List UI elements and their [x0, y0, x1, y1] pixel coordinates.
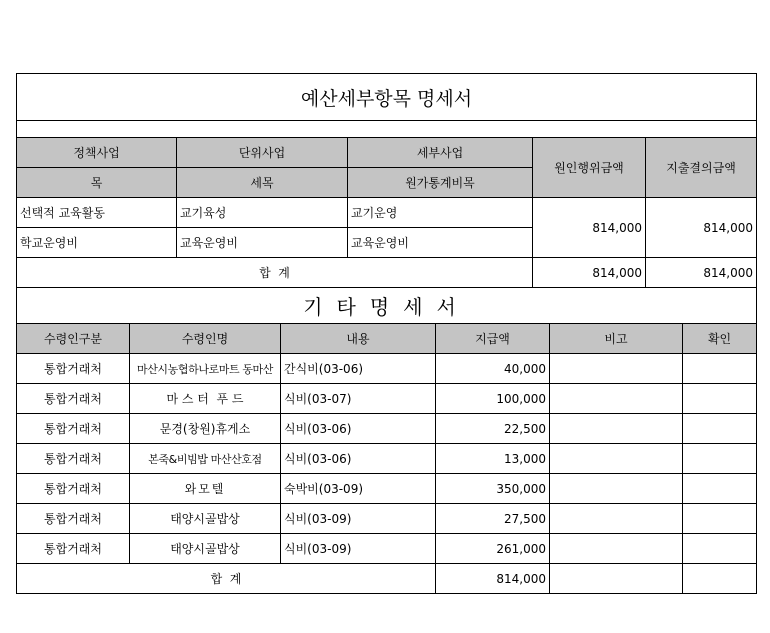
cell-confirm	[683, 534, 757, 564]
cell-confirm	[683, 444, 757, 474]
cell-recipient-type: 통합거래처	[17, 474, 130, 504]
cell-recipient-type: 통합거래처	[17, 504, 130, 534]
table-row	[17, 504, 757, 534]
table-row	[17, 354, 757, 384]
cell-amount: 22,500	[436, 414, 550, 444]
cell-note	[550, 384, 683, 414]
cell-amount: 261,000	[436, 534, 550, 564]
cell-note	[550, 534, 683, 564]
cell-note	[550, 414, 683, 444]
misc-header-row	[17, 324, 757, 354]
cell-act-amount: 814,000	[533, 198, 646, 258]
header-act-amount: 원인행위금액	[533, 138, 646, 198]
cell-content: 식비(03-09)	[281, 504, 436, 534]
budget-document	[16, 73, 756, 594]
header-amount: 지급액	[436, 324, 550, 354]
cell-recipient-type: 통합거래처	[17, 444, 130, 474]
table-row	[17, 384, 757, 414]
budget-total-label: 합 계	[17, 258, 533, 288]
cell-cost-item: 교육운영비	[348, 228, 533, 258]
header-note: 비고	[550, 324, 683, 354]
cell-mok: 학교운영비	[17, 228, 177, 258]
header-content: 내용	[281, 324, 436, 354]
budget-detail-table	[16, 73, 757, 288]
cell-amount: 40,000	[436, 354, 550, 384]
header-exp-amount: 지출결의금액	[646, 138, 757, 198]
misc-total-amount: 814,000	[436, 564, 550, 594]
table-row	[17, 444, 757, 474]
budget-total-exp: 814,000	[646, 258, 757, 288]
misc-title-row	[17, 288, 757, 324]
cell-amount: 350,000	[436, 474, 550, 504]
cell-content: 숙박비(03-09)	[281, 474, 436, 504]
header-detail: 세부사업	[348, 138, 533, 168]
cell-note	[550, 564, 683, 594]
header-cost-item: 원가통계비목	[348, 168, 533, 198]
misc-total-label: 합 계	[17, 564, 436, 594]
cell-note	[550, 444, 683, 474]
cell-amount: 100,000	[436, 384, 550, 414]
cell-recipient-name: 와모텔	[130, 474, 281, 504]
cell-confirm	[683, 384, 757, 414]
cell-confirm	[683, 354, 757, 384]
spacer	[17, 121, 757, 138]
cell-content: 식비(03-06)	[281, 414, 436, 444]
spacer-row	[17, 121, 757, 138]
budget-total-act: 814,000	[533, 258, 646, 288]
header-semok: 세목	[177, 168, 348, 198]
cell-unit: 교기육성	[177, 198, 348, 228]
header-mok: 목	[17, 168, 177, 198]
header-confirm: 확인	[683, 324, 757, 354]
header-unit: 단위사업	[177, 138, 348, 168]
budget-row	[17, 198, 757, 228]
cell-detail: 교기운영	[348, 198, 533, 228]
cell-recipient-name: 마 스 터 푸 드	[130, 384, 281, 414]
cell-amount: 27,500	[436, 504, 550, 534]
cell-recipient-type: 통합거래처	[17, 414, 130, 444]
cell-content: 식비(03-07)	[281, 384, 436, 414]
misc-title: 기타명세서	[17, 288, 757, 324]
cell-content: 간식비(03-06)	[281, 354, 436, 384]
budget-title-row	[17, 74, 757, 121]
cell-semok: 교육운영비	[177, 228, 348, 258]
header-recipient-type: 수령인구분	[17, 324, 130, 354]
misc-total-row	[17, 564, 757, 594]
cell-confirm	[683, 564, 757, 594]
cell-content: 식비(03-06)	[281, 444, 436, 474]
cell-policy: 선택적 교육활동	[17, 198, 177, 228]
table-row	[17, 534, 757, 564]
cell-exp-amount: 814,000	[646, 198, 757, 258]
header-recipient-name: 수령인명	[130, 324, 281, 354]
cell-recipient-name: 태양시골밥상	[130, 504, 281, 534]
misc-detail-table	[16, 287, 757, 594]
cell-content: 식비(03-09)	[281, 534, 436, 564]
budget-title: 예산세부항목 명세서	[17, 74, 757, 121]
table-row	[17, 474, 757, 504]
header-policy: 정책사업	[17, 138, 177, 168]
cell-note	[550, 474, 683, 504]
cell-note	[550, 504, 683, 534]
cell-confirm	[683, 504, 757, 534]
cell-confirm	[683, 414, 757, 444]
cell-recipient-name: 문경(창원)휴게소	[130, 414, 281, 444]
cell-note	[550, 354, 683, 384]
table-row	[17, 414, 757, 444]
cell-recipient-type: 통합거래처	[17, 354, 130, 384]
budget-total-row	[17, 258, 757, 288]
cell-recipient-type: 통합거래처	[17, 534, 130, 564]
cell-recipient-name: 본죽&비빔밥 마산산호점	[130, 444, 281, 474]
budget-header-row-1	[17, 138, 757, 168]
cell-amount: 13,000	[436, 444, 550, 474]
cell-recipient-name: 마산시농협하나로마트 동마산	[130, 354, 281, 384]
cell-recipient-name: 태양시골밥상	[130, 534, 281, 564]
cell-confirm	[683, 474, 757, 504]
cell-recipient-type: 통합거래처	[17, 384, 130, 414]
